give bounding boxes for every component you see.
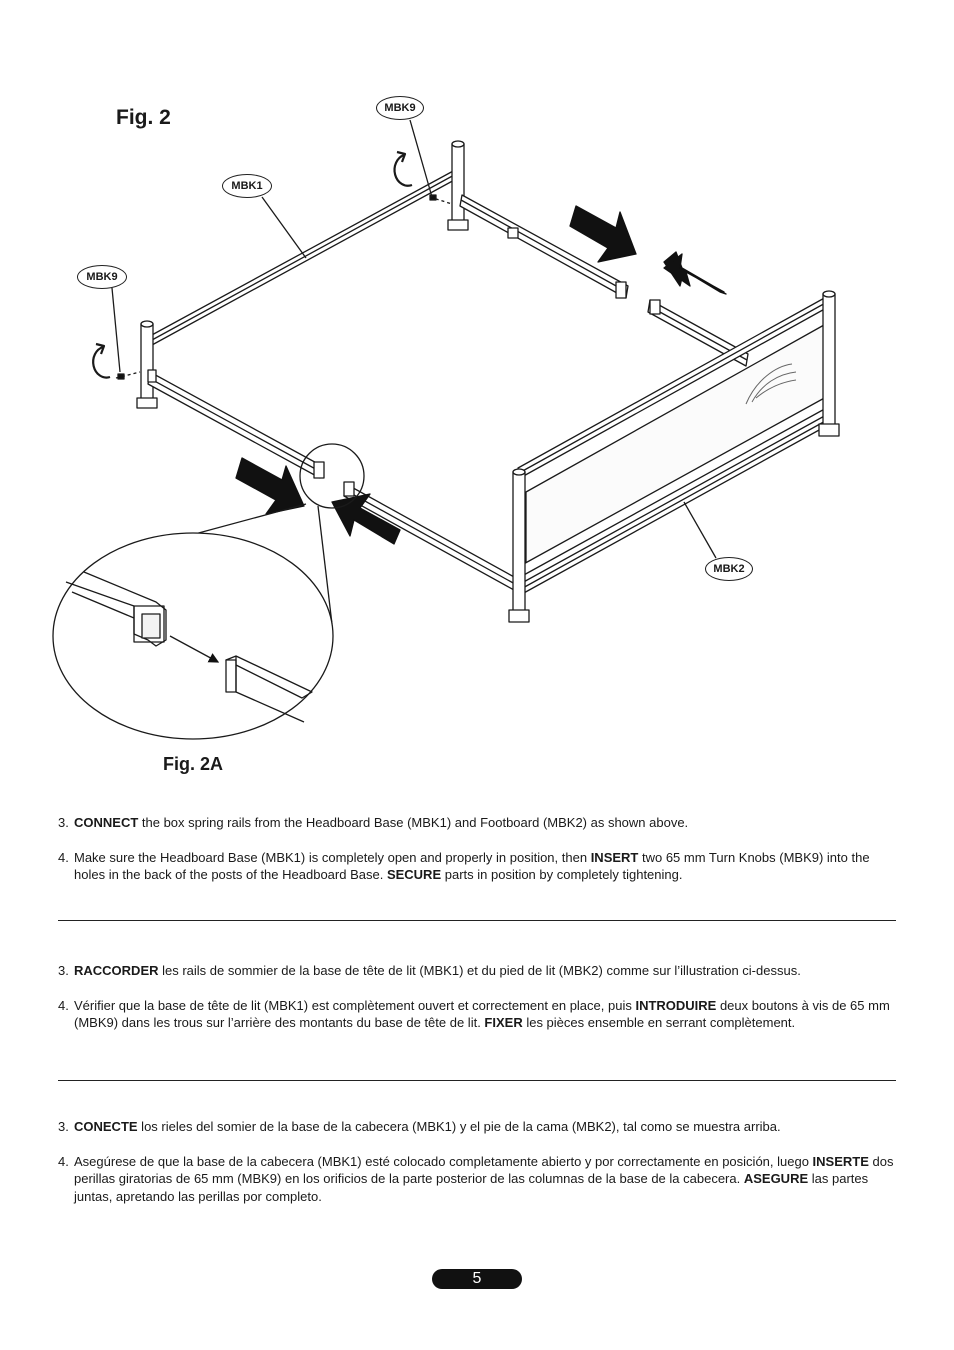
step-number: 3. <box>58 963 69 978</box>
step-verb: INSERTE <box>812 1153 869 1169</box>
step-number: 4. <box>58 849 69 865</box>
step-text: las partes juntas, apretando las perillas por completo. <box>74 1171 869 1204</box>
step-text: two 65 mm Turn Knobs (MBK9) into the holes in the back of the posts of the Headboard Base. <box>74 849 870 882</box>
box-spring-rail-left-back <box>148 370 324 478</box>
step-verb: INSERT <box>590 849 639 865</box>
step-verb: FIXER <box>484 1015 523 1030</box>
step-text: deux boutons à vis de 65 mm (MBK9) dans les trous sur l’arrière des montants du base de tête de lit. <box>74 997 890 1030</box>
section-divider <box>58 920 896 921</box>
instructions-english <box>58 814 896 884</box>
step-text: les pièces ensemble en serrant complètement. <box>522 1015 796 1030</box>
step-4-french <box>58 997 896 1032</box>
instructions-spanish <box>58 1118 896 1205</box>
step-3-english <box>58 814 896 832</box>
step-4-spanish <box>58 1153 896 1206</box>
box-spring-rail-left-front <box>344 482 516 590</box>
footboard <box>509 291 839 622</box>
step-text: the box spring rails from the Headboard Base (MBK1) and Footboard (MBK2) as shown above. <box>138 815 689 830</box>
step-verb: ASEGURE <box>743 1171 809 1186</box>
turn-knob-icon <box>430 195 452 204</box>
headboard-base-rail <box>150 170 458 345</box>
step-verb: SECURE <box>386 867 442 882</box>
figure-title-fig2: Fig. 2 <box>116 106 171 129</box>
instructions-french <box>58 962 896 1032</box>
push-arrow-icon <box>236 458 304 514</box>
step-text: dos perillas giratorias de 65 mm (MBK9) en los orificios de la parte posterior de las columnas de la base de la cabecera. <box>74 1153 894 1186</box>
turn-knob-icon <box>116 372 140 379</box>
callout-mbk9-left: MBK9 <box>77 265 127 289</box>
rotate-arrow-icon <box>93 344 110 378</box>
push-arrow-icon <box>570 206 636 262</box>
step-text: les rails de sommier de la base de tête de lit (MBK1) et du pied de lit (MBK2) comme sur l’illustration ci-dessus. <box>158 963 801 978</box>
callout-mbk9-top: MBK9 <box>376 96 424 120</box>
step-text: Asegúrese de que la base de la cabecera (MBK1) esté colocado completamente abierto y por correctamente en posición, luego <box>74 1153 813 1169</box>
step-number: 3. <box>58 1119 69 1134</box>
step-number: 4. <box>58 997 69 1013</box>
step-text: Make sure the Headboard Base (MBK1) is completely open and properly in position, then <box>74 849 591 865</box>
rotate-arrow-icon <box>395 152 412 186</box>
figure-title-fig2a: Fig. 2A <box>163 754 224 774</box>
step-verb: CONECTE <box>74 1119 138 1134</box>
callout-mbk1: MBK1 <box>222 174 272 198</box>
step-verb: INTRODUIRE <box>635 997 717 1013</box>
step-verb: RACCORDER <box>74 963 159 978</box>
step-verb: CONNECT <box>74 815 139 830</box>
page-number-badge: 5 <box>432 1269 522 1289</box>
step-4-english <box>58 849 896 884</box>
step-3-french <box>58 962 896 980</box>
step-3-spanish <box>58 1118 896 1136</box>
headboard-post-right <box>448 141 468 230</box>
section-divider <box>58 1080 896 1081</box>
step-text: parts in position by completely tightening. <box>441 867 683 882</box>
step-text: Vérifier que la base de tête de lit (MBK1) est complètement ouvert et correctement en place, puis <box>74 997 636 1013</box>
detail-zoom <box>53 444 364 739</box>
box-spring-rail-right-back <box>460 195 628 298</box>
step-text: los rieles del somier de la base de la cabecera (MBK1) y el pie de la cama (MBK2), tal como se muestra arriba. <box>137 1119 781 1134</box>
step-number: 3. <box>58 815 69 830</box>
callout-mbk2: MBK2 <box>705 557 753 581</box>
step-number: 4. <box>58 1153 69 1169</box>
